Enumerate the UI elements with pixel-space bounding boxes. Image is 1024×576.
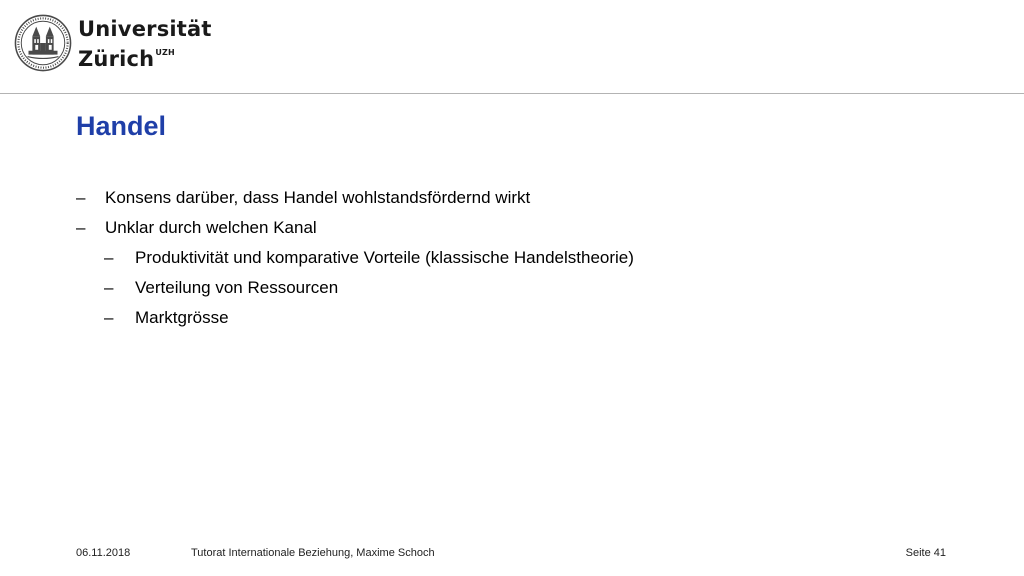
logo-superscript: UZH (155, 48, 175, 57)
bullet-text: Verteilung von Ressourcen (135, 278, 339, 297)
footer-date: 06.11.2018 (76, 547, 131, 559)
bullet-dash: – (104, 308, 114, 327)
bullet-text: Konsens darüber, dass Handel wohlstandsfördernd wirkt (105, 188, 531, 207)
bullet-dash: – (76, 218, 86, 237)
bullet-dash: – (104, 248, 114, 267)
slide-footer (0, 545, 1024, 565)
footer-presentation-info: Tutorat Internationale Beziehung, Maxime Schoch (191, 547, 435, 559)
university-logo-text (78, 17, 212, 71)
logo-line-2 (78, 41, 212, 71)
bullet-text: Produktivität und komparative Vorteile (klassische Handelstheorie) (135, 248, 634, 267)
footer-page-number: Seite 41 (905, 547, 946, 559)
slide-header (0, 0, 1024, 94)
logo-line-2-text: Zürich (78, 47, 155, 71)
university-seal-icon (14, 14, 72, 72)
header-divider (0, 93, 1024, 94)
bullet-dash: – (76, 188, 86, 207)
bullet-text: Unklar durch welchen Kanal (105, 218, 317, 237)
slide-title: Handel (76, 111, 167, 141)
logo-line-1: Universität (78, 17, 212, 41)
bullet-text: Marktgrösse (135, 308, 229, 327)
bullet-dash: – (104, 278, 114, 297)
